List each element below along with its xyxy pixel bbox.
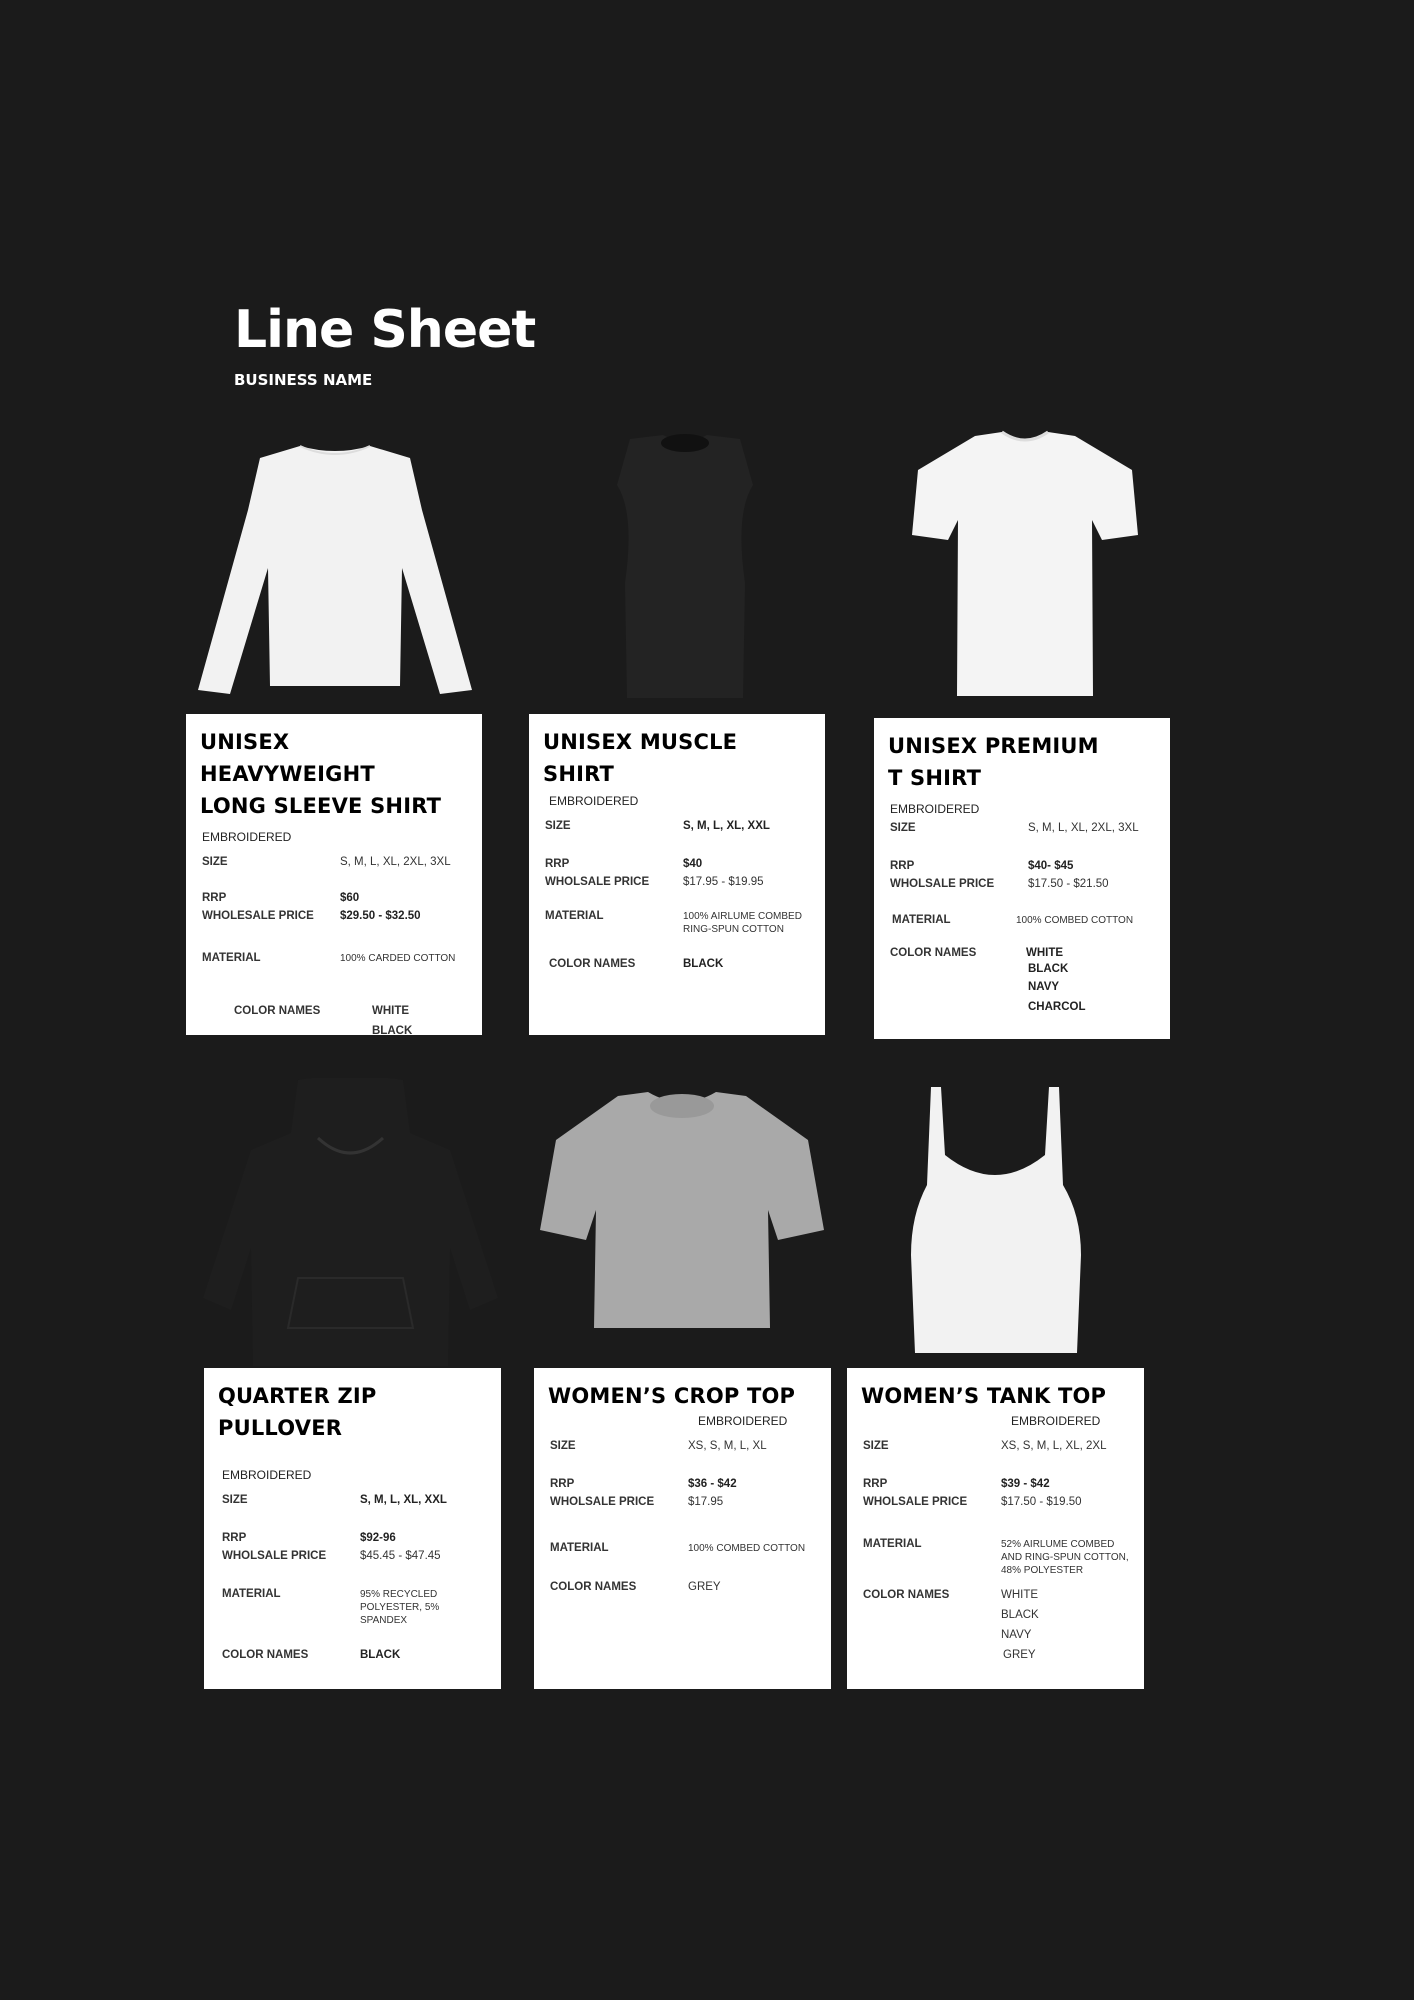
color-name: BLACK xyxy=(372,1025,413,1037)
rrp-label: RRP xyxy=(863,1478,888,1490)
embroidered-label: EMBROIDERED xyxy=(202,830,292,844)
embroidered-label: EMBROIDERED xyxy=(698,1414,788,1428)
wholesale-label: WHOLESALE PRICE xyxy=(202,910,314,922)
product-card-long-sleeve xyxy=(186,714,482,1035)
size-value: XS, S, M, L, XL xyxy=(688,1440,767,1452)
color-name: BLACK xyxy=(360,1649,401,1661)
wholesale-value: $29.50 - $32.50 xyxy=(340,910,421,922)
product-card-muscle-shirt xyxy=(529,714,825,1035)
material-label: MATERIAL xyxy=(222,1588,281,1600)
rrp-value: $36 - $42 xyxy=(688,1478,737,1490)
wholesale-value: $17.50 - $19.50 xyxy=(1001,1496,1082,1508)
wholesale-label: WHOLSALE PRICE xyxy=(863,1496,968,1508)
color-name: CHARCOL xyxy=(1028,1001,1086,1013)
business-name: BUSINESS NAME xyxy=(234,371,373,389)
embroidered-label: EMBROIDERED xyxy=(549,794,639,808)
page-title: Line Sheet xyxy=(234,300,536,360)
color-names-label: COLOR NAMES xyxy=(863,1589,950,1601)
wholesale-label: WHOLSALE PRICE xyxy=(222,1550,327,1562)
wholesale-label: WHOLSALE PRICE xyxy=(890,878,995,890)
material-value: 95% RECYCLED POLYESTER, 5% SPANDEX xyxy=(360,1589,440,1626)
size-label: SIZE xyxy=(545,820,571,832)
product-card-tank-top xyxy=(847,1368,1144,1689)
size-value: S, M, L, XL, XXL xyxy=(360,1494,447,1506)
material-label: MATERIAL xyxy=(863,1538,922,1550)
color-name: WHITE xyxy=(372,1005,410,1017)
size-label: SIZE xyxy=(202,856,228,868)
color-name: WHITE xyxy=(1026,947,1064,959)
material-label: MATERIAL xyxy=(550,1542,609,1554)
color-name: BLACK xyxy=(1028,963,1069,975)
material-label: MATERIAL xyxy=(545,910,604,922)
wholesale-label: WHOLSALE PRICE xyxy=(545,876,650,888)
color-name: BLACK xyxy=(1001,1609,1039,1621)
size-label: SIZE xyxy=(222,1494,248,1506)
rrp-value: $40- $45 xyxy=(1028,860,1074,872)
material-value: 100% CARDED COTTON xyxy=(340,953,456,964)
material-value: 100% COMBED COTTON xyxy=(688,1543,806,1554)
muscle-shirt-image xyxy=(585,433,785,703)
material-value: 52% AIRLUME COMBED AND RING-SPUN COTTON, 48% POLYESTER xyxy=(1001,1539,1129,1576)
rrp-value: $39 - $42 xyxy=(1001,1478,1050,1490)
product-title: QUARTER ZIP PULLOVER xyxy=(218,1384,377,1440)
color-name: GREY xyxy=(1003,1649,1036,1661)
size-value: S, M, L, XL, XXL xyxy=(683,820,770,832)
size-value: S, M, L, XL, 2XL, 3XL xyxy=(1028,822,1139,834)
color-name: GREY xyxy=(688,1581,721,1593)
rrp-label: RRP xyxy=(202,892,227,904)
product-card-quarter-zip xyxy=(204,1368,501,1689)
wholesale-label: WHOLSALE PRICE xyxy=(550,1496,655,1508)
material-value: 100% COMBED COTTON xyxy=(1016,915,1134,926)
wholesale-value: $45.45 - $47.45 xyxy=(360,1550,441,1562)
color-name: WHITE xyxy=(1001,1589,1039,1601)
crop-top-image xyxy=(538,1090,826,1335)
color-names-label: COLOR NAMES xyxy=(222,1649,309,1661)
product-card-crop-top xyxy=(534,1368,831,1689)
wholesale-value: $17.50 - $21.50 xyxy=(1028,878,1109,890)
color-name: NAVY xyxy=(1001,1629,1032,1641)
rrp-value: $40 xyxy=(683,858,703,870)
embroidered-label: EMBROIDERED xyxy=(222,1468,312,1482)
material-value: 100% AIRLUME COMBED RING-SPUN COTTON xyxy=(683,911,802,935)
size-value: S, M, L, XL, 2XL, 3XL xyxy=(340,856,451,868)
color-names-label: COLOR NAMES xyxy=(549,958,636,970)
hoodie-image xyxy=(198,1078,503,1368)
size-label: SIZE xyxy=(550,1440,576,1452)
color-names-label: COLOR NAMES xyxy=(234,1005,321,1017)
size-value: XS, S, M, L, XL, 2XL xyxy=(1001,1440,1107,1452)
rrp-label: RRP xyxy=(222,1532,247,1544)
color-name: BLACK xyxy=(683,958,724,970)
rrp-label: RRP xyxy=(890,860,915,872)
rrp-value: $92-96 xyxy=(360,1532,396,1544)
wholesale-value: $17.95 xyxy=(688,1496,724,1508)
embroidered-label: EMBROIDERED xyxy=(890,802,980,816)
size-label: SIZE xyxy=(863,1440,889,1452)
size-label: SIZE xyxy=(890,822,916,834)
wholesale-value: $17.95 - $19.95 xyxy=(683,876,764,888)
tank-top-image xyxy=(903,1085,1088,1355)
color-name: NAVY xyxy=(1028,981,1060,993)
rrp-label: RRP xyxy=(550,1478,575,1490)
material-label: MATERIAL xyxy=(202,952,261,964)
rrp-label: RRP xyxy=(545,858,570,870)
t-shirt-image xyxy=(910,430,1140,700)
product-card-premium-tshirt xyxy=(874,718,1170,1039)
product-title: WOMEN’S TANK TOP xyxy=(861,1384,1107,1408)
product-title: UNISEX MUSCLE SHIRT xyxy=(543,730,738,786)
rrp-value: $60 xyxy=(340,892,360,904)
product-title: UNISEX PREMIUM T SHIRT xyxy=(888,734,1099,790)
long-sleeve-shirt-image xyxy=(190,440,480,700)
material-label: MATERIAL xyxy=(892,914,951,926)
color-names-label: COLOR NAMES xyxy=(550,1581,637,1593)
embroidered-label: EMBROIDERED xyxy=(1011,1414,1101,1428)
product-title: UNISEX HEAVYWEIGHT LONG SLEEVE SHIRT xyxy=(200,730,442,818)
color-names-label: COLOR NAMES xyxy=(890,947,977,959)
product-title: WOMEN’S CROP TOP xyxy=(548,1384,796,1408)
